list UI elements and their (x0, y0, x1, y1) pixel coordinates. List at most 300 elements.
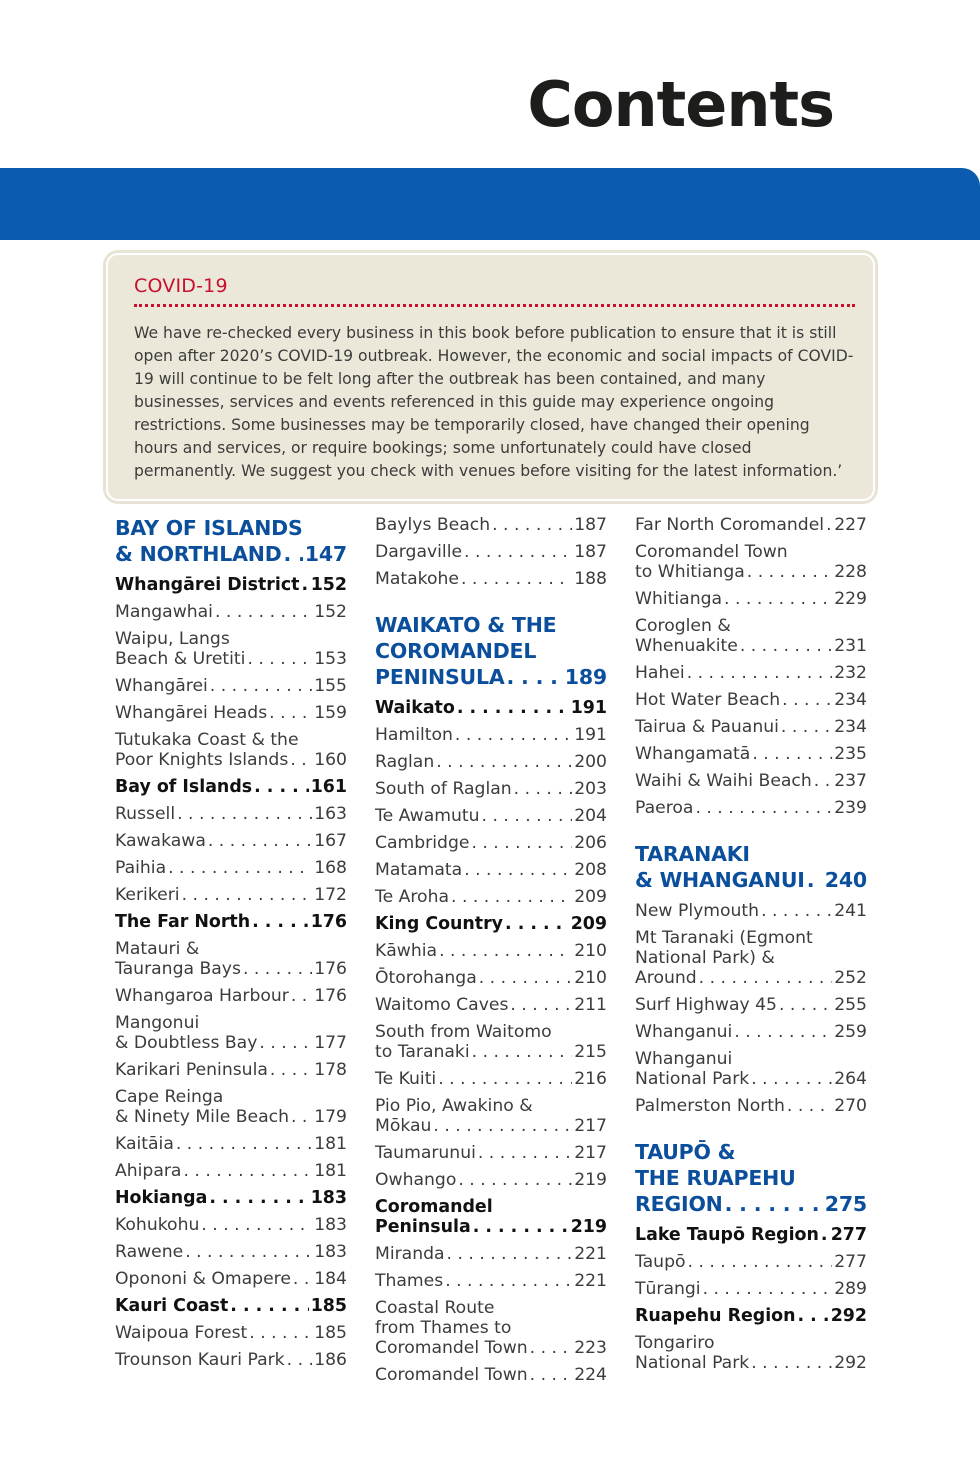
entry-text-line (375, 542, 607, 562)
dot-leader (291, 986, 312, 1006)
entry-text-line (635, 636, 867, 656)
entry-page-number: 181 (314, 1161, 347, 1181)
toc-entry (635, 1333, 867, 1373)
entry-page-number: 153 (314, 649, 347, 669)
entry-label: Kawakawa (115, 831, 206, 851)
entry-label: Dargaville (375, 542, 463, 562)
entry-page-number: 232 (834, 663, 867, 683)
dot-leader (699, 968, 833, 988)
entry-text-line (115, 1242, 347, 1262)
dot-leader (507, 664, 563, 690)
entry-text-line (375, 1244, 607, 1264)
subsection-entry (115, 912, 347, 932)
entry-text-line (115, 831, 347, 851)
dot-leader (781, 717, 832, 737)
dot-leader (210, 676, 312, 696)
dot-leader (451, 887, 572, 907)
entry-label: Raglan (375, 752, 435, 772)
dot-leader (230, 1296, 308, 1316)
dot-leader (492, 515, 572, 535)
dot-leader (447, 1244, 573, 1264)
entry-label: Waitomo Caves (375, 995, 509, 1015)
entry-text-line (635, 1252, 867, 1272)
toc-entry (635, 798, 867, 818)
toc-entry (115, 804, 347, 824)
entry-label: Kohukohu (115, 1215, 200, 1235)
toc-entry (375, 1298, 607, 1358)
entry-page-number: 264 (834, 1069, 867, 1089)
entry-text-line (115, 703, 347, 723)
entry-page-number: 217 (574, 1143, 607, 1163)
dot-leader (464, 542, 572, 562)
entry-text-line (635, 1069, 867, 1089)
toc-entry (635, 901, 867, 921)
entry-label: Kāwhia (375, 941, 438, 961)
dot-leader (751, 1353, 832, 1373)
toc-entry (635, 1279, 867, 1299)
dot-leader (724, 589, 832, 609)
dot-leader (510, 995, 572, 1015)
entry-label: Kaitāia (115, 1134, 174, 1154)
entry-label: Paeroa (635, 798, 694, 818)
entry-label: Hamilton (375, 725, 453, 745)
dot-leader (530, 1338, 573, 1358)
dot-leader (259, 1033, 312, 1053)
dot-leader (254, 777, 309, 797)
toc-entry (635, 589, 867, 609)
entry-text-line (375, 833, 607, 853)
entry-page-number: 210 (574, 968, 607, 988)
entry-page-number: 172 (314, 885, 347, 905)
entry-label: Ōtorohanga (375, 968, 477, 988)
entry-page-number: 177 (314, 1033, 347, 1053)
entry-text-line (375, 968, 607, 988)
entry-page-number: 176 (310, 912, 347, 932)
entry-page-number: 183 (314, 1242, 347, 1262)
entry-label: Owhango (375, 1170, 457, 1190)
entry-page-number: 152 (314, 602, 347, 622)
entry-page-number: 176 (314, 986, 347, 1006)
entry-text-line (375, 1170, 607, 1190)
toc-entry (635, 744, 867, 764)
dot-leader (482, 806, 573, 826)
entry-page-number: 259 (834, 1022, 867, 1042)
dot-leader (455, 725, 572, 745)
dot-leader (514, 779, 573, 799)
entry-label: Palmerston North (635, 1096, 785, 1116)
toc-entry (635, 771, 867, 791)
subsection-entry (115, 1188, 347, 1208)
toc-entry (375, 806, 607, 826)
entry-text-line (375, 725, 607, 745)
entry-text-line (115, 777, 347, 797)
entry-page-number: 185 (310, 1296, 347, 1316)
entry-page-number: 219 (574, 1170, 607, 1190)
section-heading-line (375, 664, 607, 690)
entry-text-line: Mangonui (115, 1013, 200, 1033)
toc-entry (115, 885, 347, 905)
toc-entry (115, 1087, 347, 1127)
entry-label: Peninsula (375, 1217, 471, 1237)
toc-entry (375, 968, 607, 988)
toc-entry (115, 1013, 347, 1053)
dot-leader (798, 1306, 829, 1326)
toc-entry (115, 1215, 347, 1235)
section-page-number: 189 (564, 665, 607, 689)
entry-label: Ruapehu Region (635, 1306, 796, 1326)
toc-entry (375, 569, 607, 589)
section-page-number: 240 (824, 868, 867, 892)
entry-label: Kauri Coast (115, 1296, 229, 1316)
toc-entry (115, 1161, 347, 1181)
entry-page-number: 209 (570, 914, 607, 934)
entry-page-number: 179 (314, 1107, 347, 1127)
subsection-entry (375, 1197, 607, 1237)
dot-leader (752, 744, 832, 764)
entry-text-line (635, 1279, 867, 1299)
entry-label: Matakohe (375, 569, 459, 589)
dot-leader (183, 1161, 312, 1181)
dot-leader (747, 562, 832, 582)
dot-leader (688, 1252, 833, 1272)
entry-page-number: 237 (834, 771, 867, 791)
entry-text-line (375, 860, 607, 880)
entry-label: Waikato (375, 698, 455, 718)
entry-page-number: 292 (830, 1306, 867, 1326)
entry-page-number: 229 (834, 589, 867, 609)
entry-page-number: 191 (570, 698, 607, 718)
dot-leader (185, 1242, 312, 1262)
entry-label: Mangawhai (115, 602, 213, 622)
entry-label: Around (635, 968, 697, 988)
toc-entry (115, 986, 347, 1006)
entry-page-number: 167 (314, 831, 347, 851)
entry-label: Hahei (635, 663, 685, 683)
dot-leader (464, 860, 572, 880)
entry-page-number: 185 (314, 1323, 347, 1343)
entry-page-number: 183 (310, 1188, 347, 1208)
entry-page-number: 203 (574, 779, 607, 799)
entry-label: Karikari Peninsula (115, 1060, 268, 1080)
entry-page-number: 215 (574, 1042, 607, 1062)
section-heading-text: PENINSULA (375, 665, 505, 689)
dot-leader (734, 1022, 832, 1042)
dot-leader (687, 663, 832, 683)
dot-leader (290, 750, 312, 770)
entry-text-line (375, 1338, 607, 1358)
entry-page-number: 235 (834, 744, 867, 764)
entry-page-number: 270 (834, 1096, 867, 1116)
entry-text-line (115, 959, 347, 979)
toc-entry (115, 1134, 347, 1154)
dot-leader (168, 858, 312, 878)
entry-text-line: Waipu, Langs (115, 629, 230, 649)
entry-page-number: 255 (834, 995, 867, 1015)
entry-label: Lake Taupō Region (635, 1225, 819, 1245)
dot-leader (247, 649, 312, 669)
dot-leader (249, 1323, 312, 1343)
entry-text-line (115, 750, 347, 770)
entry-text-line (375, 995, 607, 1015)
entry-label: & Doubtless Bay (115, 1033, 258, 1053)
contents-column-1 (115, 515, 347, 1377)
entry-text-line (375, 1365, 607, 1385)
dot-leader (457, 698, 569, 718)
entry-text-line: South from Waitomo (375, 1022, 552, 1042)
entry-page-number: 204 (574, 806, 607, 826)
entry-text-line (115, 1033, 347, 1053)
entry-label: Kerikeri (115, 885, 180, 905)
toc-entry (115, 730, 347, 770)
toc-entry (375, 1143, 607, 1163)
dot-leader (807, 867, 823, 893)
entry-page-number: 160 (314, 750, 347, 770)
entry-text-line: Tutukaka Coast & the (115, 730, 299, 750)
toc-entry (375, 1096, 607, 1136)
section-heading-line: BAY OF ISLANDS (115, 516, 303, 540)
dot-leader (209, 1188, 308, 1208)
entry-text-line: Matauri & (115, 939, 200, 959)
toc-entry (115, 831, 347, 851)
entry-label: Paihia (115, 858, 167, 878)
entry-label: Tauranga Bays (115, 959, 241, 979)
entry-page-number: 208 (574, 860, 607, 880)
dot-leader (284, 541, 303, 567)
toc-entry (115, 676, 347, 696)
entry-text-line (635, 771, 867, 791)
entry-text-line (375, 569, 607, 589)
entry-text-line (115, 912, 347, 932)
entry-page-number: 187 (574, 542, 607, 562)
section-heading-line: COROMANDEL (375, 639, 537, 663)
subsection-entry (375, 914, 607, 934)
entry-page-number: 211 (574, 995, 607, 1015)
dot-leader (436, 752, 572, 772)
entry-label: Opononi & Omapere (115, 1269, 291, 1289)
header-band (0, 168, 980, 240)
entry-text-line (635, 798, 867, 818)
toc-entry (375, 1365, 607, 1385)
entry-label: Baylys Beach (375, 515, 491, 535)
toc-entry (635, 542, 867, 582)
page-title: Contents (527, 68, 834, 141)
section-heading (375, 612, 607, 690)
entry-page-number: 155 (314, 676, 347, 696)
entry-page-number: 161 (310, 777, 347, 797)
entry-label: New Plymouth (635, 901, 760, 921)
subsection-entry (115, 1296, 347, 1316)
dot-leader (177, 804, 312, 824)
toc-entry (375, 887, 607, 907)
dot-leader (201, 1215, 312, 1235)
toc-entry (115, 1350, 347, 1370)
subsection-entry (115, 575, 347, 595)
toc-entry (635, 1022, 867, 1042)
entry-label: Tūrangi (635, 1279, 701, 1299)
entry-page-number: 187 (574, 515, 607, 535)
section-heading-line: TAUPŌ & (635, 1140, 736, 1164)
section-heading-line (115, 541, 347, 567)
entry-text-line (375, 515, 607, 535)
entry-text-line (115, 885, 347, 905)
covid-notice-box (106, 253, 875, 501)
entry-text-line (375, 941, 607, 961)
dot-leader (176, 1134, 312, 1154)
entry-label: Te Aroha (375, 887, 450, 907)
entry-page-number: 234 (834, 690, 867, 710)
entry-text-line (115, 1161, 347, 1181)
dot-leader (782, 690, 832, 710)
entry-text-line (115, 1107, 347, 1127)
entry-text-line: Tongariro (635, 1333, 715, 1353)
entry-page-number: 234 (834, 717, 867, 737)
toc-entry (635, 515, 867, 535)
entry-label: Trounson Kauri Park (115, 1350, 285, 1370)
toc-entry (115, 1323, 347, 1343)
entry-text-line (635, 1306, 867, 1326)
entry-text-line (115, 1060, 347, 1080)
entry-text-line: Mt Taranaki (Egmont (635, 928, 813, 948)
entry-text-line (635, 744, 867, 764)
section-heading-line: THE RUAPEHU (635, 1166, 796, 1190)
entry-label: Whangārei District (115, 575, 300, 595)
entry-label: Ahipara (115, 1161, 182, 1181)
entry-label: Whangārei (115, 676, 208, 696)
dot-leader (814, 771, 832, 791)
toc-entry (375, 542, 607, 562)
entry-label: Whitianga (635, 589, 723, 609)
entry-label: Coromandel Town (375, 1338, 528, 1358)
entry-text-line (635, 968, 867, 988)
section-heading-line (635, 1191, 867, 1217)
entry-text-line (115, 1323, 347, 1343)
entry-page-number: 163 (314, 804, 347, 824)
entry-label: Mōkau (375, 1116, 432, 1136)
entry-text-line (635, 663, 867, 683)
entry-text-line (375, 1271, 607, 1291)
toc-entry (115, 1269, 347, 1289)
section-page-number: 275 (824, 1192, 867, 1216)
dot-leader (530, 1365, 573, 1385)
entry-text-line (635, 589, 867, 609)
entry-label: National Park (635, 1353, 750, 1373)
entry-text-line: National Park) & (635, 948, 775, 968)
entry-text-line: Coromandel (375, 1197, 493, 1217)
dot-leader (472, 1042, 573, 1062)
entry-text-line (635, 995, 867, 1015)
entry-label: Te Awamutu (375, 806, 480, 826)
dot-leader (471, 833, 572, 853)
entry-text-line (635, 901, 867, 921)
dot-leader (703, 1279, 833, 1299)
entry-page-number: 231 (834, 636, 867, 656)
entry-label: to Whitianga (635, 562, 745, 582)
entry-page-number: 224 (574, 1365, 607, 1385)
dot-leader (479, 968, 572, 988)
entry-text-line (635, 1353, 867, 1373)
toc-entry (375, 779, 607, 799)
entry-text-line (375, 1042, 607, 1062)
toc-entry (375, 941, 607, 961)
entry-page-number: 221 (574, 1271, 607, 1291)
section-heading-line: TARANAKI (635, 842, 750, 866)
entry-text-line (115, 1134, 347, 1154)
entry-label: Whangamatā (635, 744, 751, 764)
entry-page-number: 210 (574, 941, 607, 961)
section-heading-line (635, 867, 867, 893)
toc-entry (375, 752, 607, 772)
dot-leader (293, 1269, 312, 1289)
dot-leader (243, 959, 312, 979)
entry-page-number: 221 (574, 1244, 607, 1264)
entry-label: Thames (375, 1271, 444, 1291)
entry-text-line: Pio Pio, Awakino & (375, 1096, 533, 1116)
entry-label: Cambridge (375, 833, 470, 853)
toc-entry (375, 725, 607, 745)
toc-entry (375, 833, 607, 853)
entry-text-line (115, 676, 347, 696)
entry-page-number: 216 (574, 1069, 607, 1089)
section-heading-text: REGION (635, 1192, 723, 1216)
entry-text-line: Whanganui (635, 1049, 733, 1069)
entry-text-line: Coroglen & (635, 616, 731, 636)
dot-leader (473, 1217, 569, 1237)
toc-entry (635, 1049, 867, 1089)
entry-text-line (635, 1022, 867, 1042)
toc-entry (115, 1242, 347, 1262)
toc-entry (635, 690, 867, 710)
entry-page-number: 176 (314, 959, 347, 979)
dot-leader (439, 941, 572, 961)
dot-leader (695, 798, 832, 818)
toc-entry (635, 995, 867, 1015)
entry-label: National Park (635, 1069, 750, 1089)
entry-text-line (635, 1096, 867, 1116)
contents-column-3 (635, 515, 867, 1380)
section-page-number: 147 (304, 542, 347, 566)
entry-label: Whanganui (635, 1022, 733, 1042)
toc-entry (635, 663, 867, 683)
covid-notice-text: We have re-checked every business in this book before publication to ensure that it is still open after 2020’s COVID-19 outbreak. However, the economic and social impacts of COVID-19 will continue to be felt long after the outbreak has been contained, and many businesses, services and events referenced in this guide may experience ongoing restrictions. Some businesses may be temporarily closed, have changed their opening hours and services, or require bookings; some unfortunately could have closed permanently. We suggest you check with venues before visiting for the latest information.’ (134, 324, 854, 480)
entry-page-number: 159 (314, 703, 347, 723)
section-heading-text: & WHANGANUI (635, 868, 805, 892)
entry-page-number: 227 (834, 515, 867, 535)
entry-text-line (635, 1225, 867, 1245)
entry-page-number: 184 (314, 1269, 347, 1289)
entry-text-line (375, 779, 607, 799)
entry-label: Taupō (635, 1252, 686, 1272)
entry-page-number: 191 (574, 725, 607, 745)
entry-page-number: 223 (574, 1338, 607, 1358)
entry-page-number: 239 (834, 798, 867, 818)
entry-text-line (375, 887, 607, 907)
section-heading (635, 841, 867, 893)
toc-entry (115, 939, 347, 979)
entry-label: Waihi & Waihi Beach (635, 771, 812, 791)
subsection-entry (635, 1225, 867, 1245)
covid-notice-title: COVID-19 (134, 275, 228, 297)
entry-label: Poor Knights Islands (115, 750, 289, 770)
entry-label: South of Raglan (375, 779, 512, 799)
toc-entry (115, 602, 347, 622)
entry-label: Rawene (115, 1242, 184, 1262)
entry-page-number: 181 (314, 1134, 347, 1154)
dot-leader (269, 703, 312, 723)
dot-leader (821, 1225, 829, 1245)
entry-text-line (115, 858, 347, 878)
dot-leader (826, 515, 832, 535)
entry-text-line (375, 806, 607, 826)
